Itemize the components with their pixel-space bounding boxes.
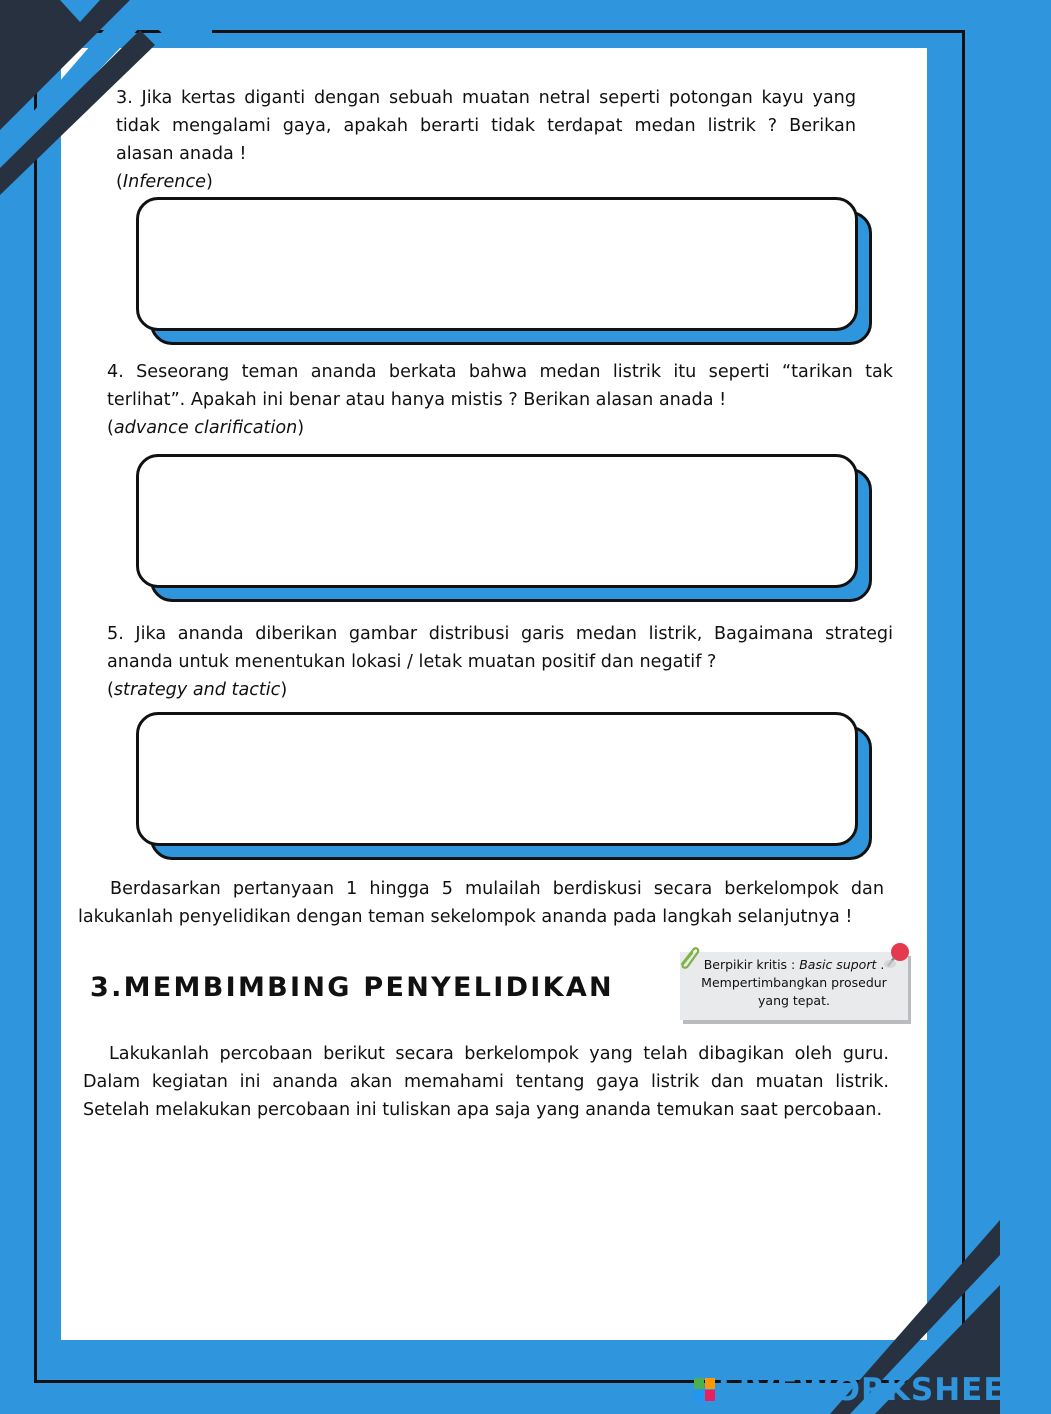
liveworksheets-brand[interactable]: LIVEWORKSHEETS xyxy=(718,1372,1051,1408)
answer-input-3[interactable] xyxy=(136,197,858,331)
note-line-3: yang tepat. xyxy=(758,993,830,1008)
discussion-line: Berdasarkan pertanyaan 1 hingga 5 mulailah berdiskusi secara berkelompok dan xyxy=(110,879,884,899)
question-3-line: tidak mengalami gaya, apakah berarti tidak terdapat medan listrik ? Berikan xyxy=(116,116,856,136)
answer-box-4 xyxy=(136,454,858,588)
question-5 xyxy=(107,620,893,704)
instructions-line: Setelah melakukan percobaan ini tuliskan apa saja yang ananda temukan saat percobaan. xyxy=(83,1100,883,1120)
instructions-paragraph xyxy=(83,1040,889,1124)
section-title: 3.MEMBIMBING PENYELIDIKAN xyxy=(90,972,614,1003)
note-prefix: Berpikir kritis : xyxy=(703,957,800,972)
question-4 xyxy=(107,358,893,442)
question-5-skill-tag: (strategy and tactic) xyxy=(107,680,288,700)
instructions-line: Lakukanlah percobaan berikut secara berkelompok yang telah dibagikan oleh guru. xyxy=(109,1044,889,1064)
question-5-line: 5. Jika ananda diberikan gambar distribusi garis medan listrik, Bagaimana strategi xyxy=(107,624,893,644)
liveworksheets-logo-icon xyxy=(694,1378,716,1402)
question-4-skill-tag: (advance clarification) xyxy=(107,418,305,438)
instructions-line: Dalam kegiatan ini ananda akan memahami tentang gaya listrik dan muatan listrik. xyxy=(83,1072,889,1092)
question-3-line: alasan anada ! xyxy=(116,144,247,164)
note-line-2: Mempertimbangkan prosedur xyxy=(701,975,887,990)
discussion-paragraph xyxy=(78,875,884,931)
answer-input-4[interactable] xyxy=(136,454,858,588)
answer-box-3 xyxy=(136,197,858,331)
question-3-skill-tag: (Inference) xyxy=(116,172,213,192)
question-5-line: ananda untuk menentukan lokasi / letak muatan positif dan negatif ? xyxy=(107,652,717,672)
question-3-line: 3. Jika kertas diganti dengan sebuah muatan netral seperti potongan kayu yang xyxy=(116,88,856,108)
answer-input-5[interactable] xyxy=(136,712,858,846)
question-4-line: terlihat”. Apakah ini benar atau hanya mistis ? Berikan alasan anada ! xyxy=(107,390,727,410)
answer-box-5 xyxy=(136,712,858,846)
discussion-line: lakukanlah penyelidikan dengan teman sekelompok ananda pada langkah selanjutnya ! xyxy=(78,907,853,927)
question-4-line: 4. Seseorang teman ananda berkata bahwa medan listrik itu seperti “tarikan tak xyxy=(107,362,893,382)
question-3 xyxy=(116,84,856,196)
note-italic: Basic suport xyxy=(799,957,877,972)
note-suffix: . xyxy=(876,957,885,972)
note-text xyxy=(688,956,900,1010)
sticky-note xyxy=(680,948,908,1018)
